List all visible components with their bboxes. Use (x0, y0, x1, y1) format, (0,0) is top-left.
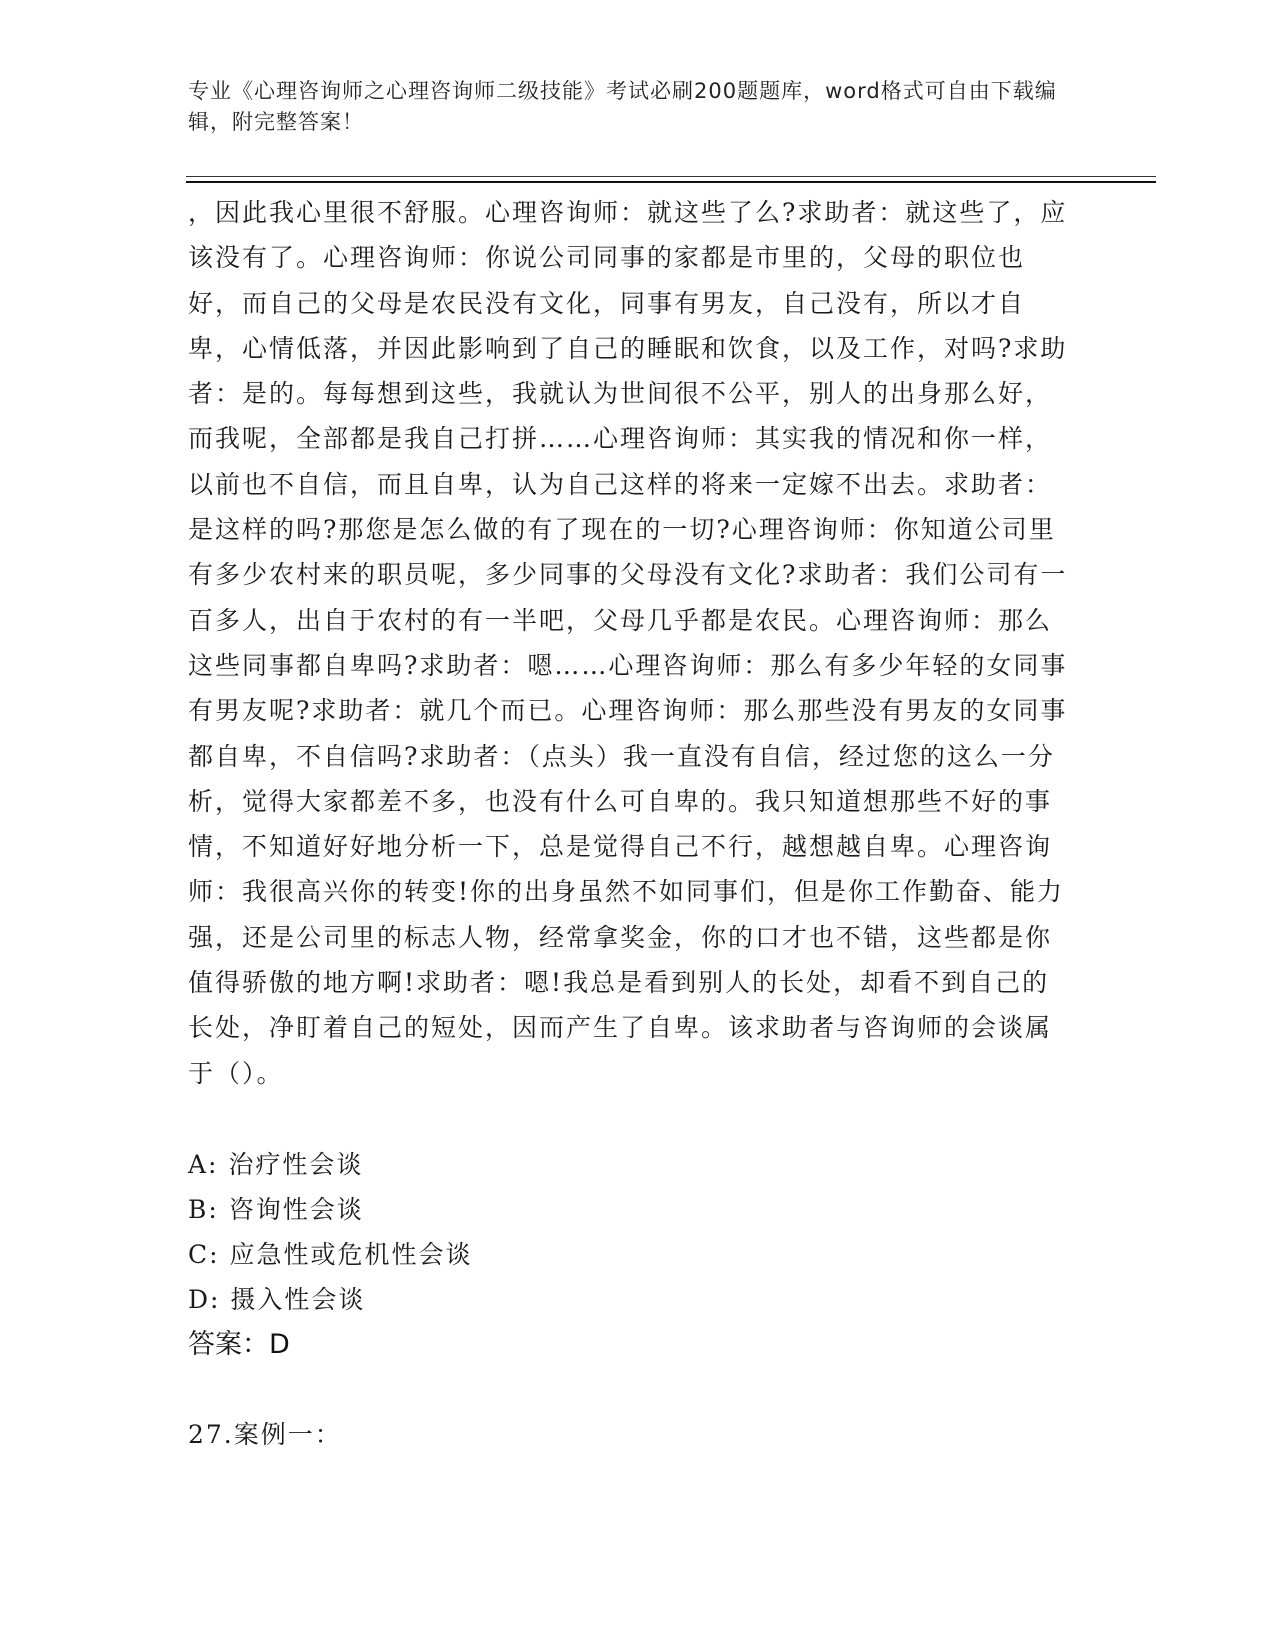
option-c: C: 应急性或危机性会谈 (188, 1240, 473, 1269)
question-stem: ，因此我心里很不舒服。心理咨询师：就这些了么?求助者：就这些了，应该没有了。心理咨询师：你说公司同事的家都是市里的，父母的职位也好，而自己的父母是农民没有文化，同事有男友，自己没有，所以才自卑，心情低落，并因此影响到了自己的睡眠和饮食，以及工作，对吗?求助者：是的。每每想到这些，我就认为世间很不公平，别人的出身那么好，而我呢，全部都是我自己打拼……心理咨询师：其实我的情况和你一样，以前也不自信，而且自卑，认为自己这样的将来一定嫁不出去。求助者：是这样的吗?那您是怎么做的有了现在的一切?心理咨询师：你知道公司里有多少农村来的职员呢，多少同事的父母没有文化?求助者：我们公司有一百多人，出自于农村的有一半吧，父母几乎都是农民。心理咨询师：那么这些同事都自卑吗?求助者：嗯……心理咨询师：那么有多少年轻的女同事有男友呢?求助者：就几个而已。心理咨询师：那么那些没有男友的女同事都自卑，不自信吗?求助者：（点头）我一直没有自信，经过您的这么一分析，觉得大家都差不多，也没有什么可自卑的。我只知道想那些不好的事情，不知道好好地分析一下，总是觉得自己不行，越想越自卑。心理咨询师：我很高兴你的转变!你的出身虽然不如同事们，但是你工作勤奋、能力强，还是公司里的标志人物，经常拿奖金，你的口才也不错，这些都是你值得骄傲的地方啊!求助者：嗯!我总是看到别人的长处，却看不到自己的长处，净盯着自己的短处，因而产生了自卑。该求助者与咨询师的会谈属于（）。 (188, 198, 1068, 1088)
next-question-label: 27.案例一： (188, 1420, 342, 1449)
option-d: D: 摄入性会谈 (188, 1285, 366, 1314)
answer-key: 答案：D (188, 1329, 290, 1360)
option-b: B: 咨询性会谈 (188, 1195, 364, 1224)
header-title: 专业《心理咨询师之心理咨询师二级技能》考试必刷200题题库，word格式可自由下载编辑，附完整答案！ (188, 79, 1057, 134)
header-divider-thick (186, 181, 1156, 183)
answer-options (188, 1142, 1068, 1322)
header-divider-thin (186, 176, 1156, 177)
option-a: A: 治疗性会谈 (188, 1150, 364, 1179)
document-header (188, 76, 1068, 138)
